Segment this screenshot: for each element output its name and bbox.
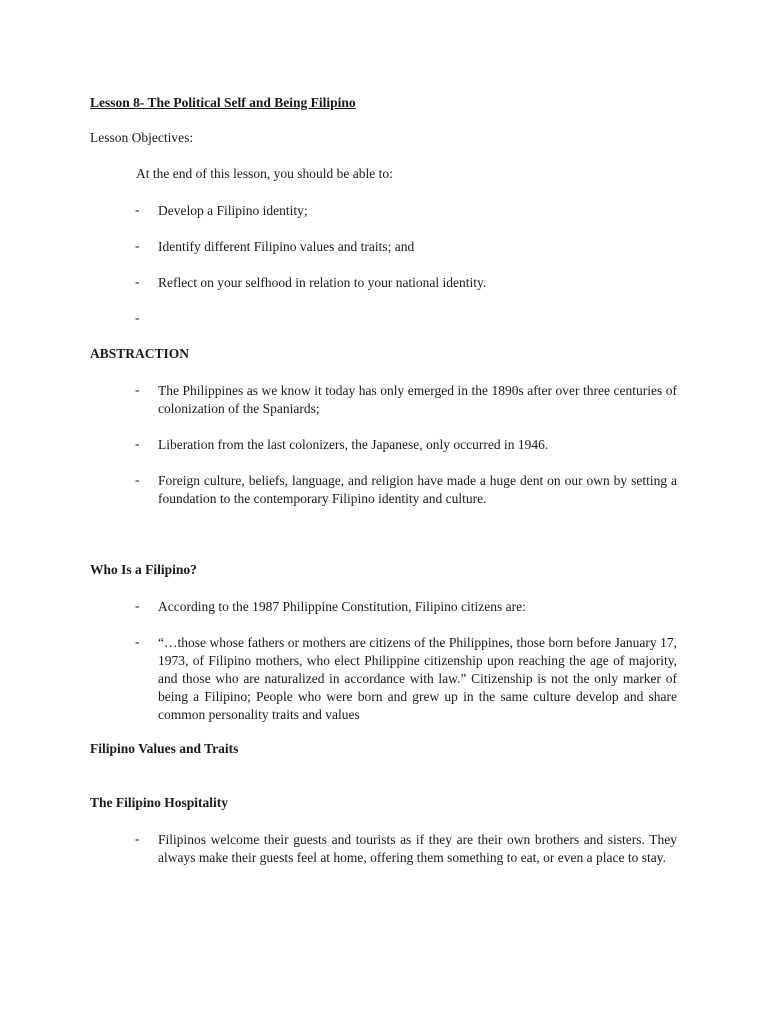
bullet-dash: -	[135, 436, 140, 451]
bullet-dash: -	[135, 310, 140, 325]
hospitality-heading: The Filipino Hospitality	[90, 795, 229, 810]
values-heading: Filipino Values and Traits	[90, 741, 239, 756]
bullet-dash: -	[135, 238, 140, 253]
bullet-dash: -	[135, 472, 140, 487]
objective-item: Develop a Filipino identity;	[158, 203, 308, 218]
bullet-dash: -	[135, 202, 140, 217]
who-heading: Who Is a Filipino?	[90, 562, 197, 577]
who-item-quote: “…those whose fathers or mothers are citizens of the Philippines, those born before January 17, 1973, of Filipino mothers, who elect Philippine citizenship upon reaching the age of majority, and those who are naturalized in accordance with law.” Citizenship is not the only marker of being a Filipino; People who were born and grew up in the same culture develop and share common personality traits and values	[158, 635, 677, 722]
abstraction-item: Foreign culture, beliefs, language, and religion have made a huge dent on our own by setting a foundation to the contemporary Filipino identity and culture.	[158, 473, 677, 506]
bullet-dash: -	[135, 382, 140, 397]
hospitality-item: Filipinos welcome their guests and tourists as if they are their own brothers and sisters. They always make their guests feel at home, offering them something to eat, or even a place to stay.	[158, 832, 677, 865]
who-item: According to the 1987 Philippine Constitution, Filipino citizens are:	[158, 599, 526, 614]
objective-item: Reflect on your selfhood in relation to your national identity.	[158, 275, 487, 290]
abstraction-item: Liberation from the last colonizers, the Japanese, only occurred in 1946.	[158, 437, 549, 452]
abstraction-heading: ABSTRACTION	[90, 346, 190, 361]
objectives-intro: At the end of this lesson, you should be able to:	[136, 166, 393, 181]
bullet-dash: -	[135, 274, 140, 289]
objective-item: Identify different Filipino values and traits; and	[158, 239, 415, 254]
lesson-title: Lesson 8- The Political Self and Being Filipino	[90, 95, 356, 110]
bullet-dash: -	[135, 831, 140, 846]
abstraction-item: The Philippines as we know it today has only emerged in the 1890s after over three centuries of colonization of the Spaniards;	[158, 383, 677, 416]
bullet-dash: -	[135, 634, 140, 649]
bullet-dash: -	[135, 598, 140, 613]
objectives-label: Lesson Objectives:	[90, 130, 194, 145]
